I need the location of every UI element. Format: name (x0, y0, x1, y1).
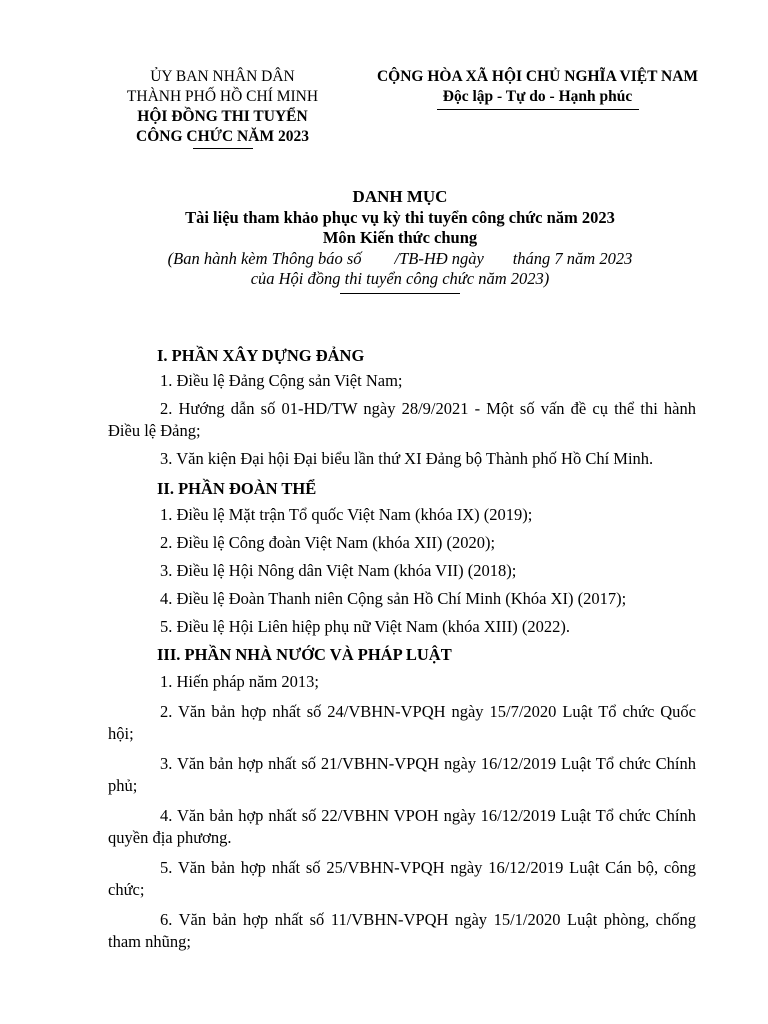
document-body (108, 345, 696, 953)
authority-underline (193, 148, 253, 149)
issuing-authority-block (110, 67, 335, 149)
list-item: 1. Hiến pháp năm 2013; (160, 672, 320, 691)
national-title: CỘNG HÒA XÃ HỘI CHỦ NGHĨA VIỆT NAM (376, 68, 699, 85)
list-item: 2. Điều lệ Công đoàn Việt Nam (khóa XII) (2020); (160, 533, 496, 552)
list-item: 2. Hướng dẫn số 01-HD/TW ngày 28/9/2021 - Một số vấn đề cụ thể thi hành Điều lệ Đảng; (108, 399, 696, 440)
section-state-law (108, 644, 696, 953)
national-motto: Độc lập - Tự do - Hạnh phúc (442, 88, 633, 105)
list-item: 1. Điều lệ Mặt trận Tổ quốc Việt Nam (khóa IX) (2019); (160, 505, 533, 524)
section-unions (108, 478, 696, 638)
list-item: 4. Văn bản hợp nhất số 22/VBHN VPOH ngày 16/12/2019 Luật Tổ chức Chính quyền địa phương. (108, 806, 696, 847)
section-heading: III. PHẦN NHÀ NƯỚC VÀ PHÁP LUẬT (157, 645, 452, 664)
section-party (108, 345, 696, 470)
list-item: 4. Điều lệ Đoàn Thanh niên Cộng sản Hồ Chí Minh (Khóa XI) (2017); (160, 589, 627, 608)
subject-title: Môn Kiến thức chung (322, 228, 478, 247)
title-underline (340, 293, 460, 294)
document-subtitle: Tài liệu tham khảo phục vụ kỳ thi tuyển công chức năm 2023 (185, 207, 615, 227)
document-title: DANH MỤC (352, 187, 448, 206)
list-item: 1. Điều lệ Đảng Cộng sản Việt Nam; (160, 371, 403, 390)
issuance-note-line-2: của Hội đồng thi tuyển công chức năm 2023) (250, 269, 550, 288)
authority-line-1: ỦY BAN NHÂN DÂN (150, 68, 295, 85)
list-item: 5. Văn bản hợp nhất số 25/VBHN-VPQH ngày 16/12/2019 Luật Cán bộ, công chức; (108, 858, 696, 899)
list-item: 2. Văn bản hợp nhất số 24/VBHN-VPQH ngày 15/7/2020 Luật Tổ chức Quốc hội; (108, 702, 696, 743)
authority-line-3: HỘI ĐỒNG THI TUYỂN (137, 108, 308, 125)
list-item: 3. Văn bản hợp nhất số 21/VBHN-VPQH ngày 16/12/2019 Luật Tổ chức Chính phủ; (108, 754, 696, 795)
list-item: 5. Điều lệ Hội Liên hiệp phụ nữ Việt Nam (khóa XIII) (2022). (160, 617, 570, 636)
list-item: 3. Văn kiện Đại hội Đại biểu lần thứ XI Đảng bộ Thành phố Hồ Chí Minh. (160, 449, 654, 468)
authority-line-2: THÀNH PHỐ HỒ CHÍ MINH (126, 88, 319, 105)
list-item: 6. Văn bản hợp nhất số 11/VBHN-VPQH ngày 15/1/2020 Luật phòng, chống tham nhũng; (108, 910, 696, 951)
section-heading: II. PHẦN ĐOÀN THỂ (157, 479, 317, 498)
section-heading: I. PHẦN XÂY DỰNG ĐẢNG (157, 346, 365, 365)
authority-line-4: CÔNG CHỨC NĂM 2023 (136, 128, 309, 145)
issuance-note-line-1: (Ban hành kèm Thông báo số /TB-HĐ ngày tháng 7 năm 2023 (167, 248, 633, 268)
national-motto-block (360, 67, 715, 110)
motto-underline (437, 109, 639, 110)
document-title-block (100, 187, 700, 294)
list-item: 3. Điều lệ Hội Nông dân Việt Nam (khóa VII) (2018); (160, 561, 517, 580)
